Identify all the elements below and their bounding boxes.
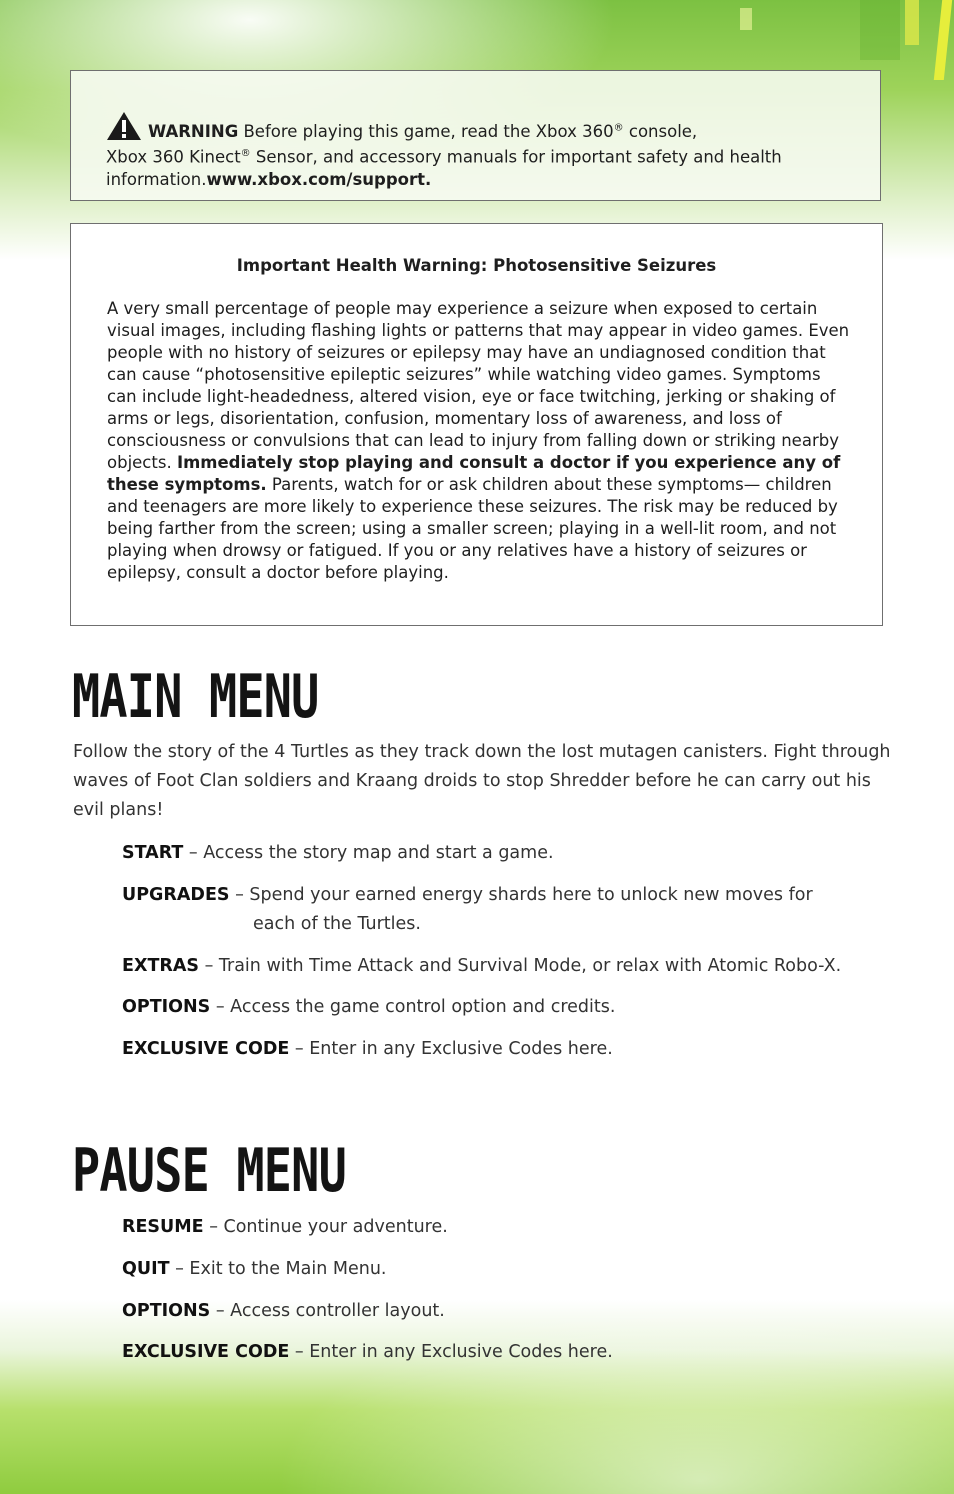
menu-item-desc: – Exit to the Main Menu. <box>169 1259 387 1279</box>
health-body-text: Parents, watch for or ask children about these symptoms— children and teenagers are more likely to experience these seizures. The risk may be reduced by being farther from the screen; using a smaller screen; playing in a well-lit room, and not playing when drowsy or fatigued. If you or any relatives have a history of seizures or epilepsy, consult a doctor before playing. <box>107 475 838 582</box>
menu-item-extras <box>122 952 882 981</box>
menu-item-quit <box>122 1255 882 1284</box>
menu-item-desc: – Access the story map and start a game. <box>183 843 554 863</box>
registered-mark: ® <box>240 148 251 159</box>
warning-text-4: Sensor, and accessory manuals for important safety and health information. <box>106 147 782 189</box>
warning-box <box>70 70 881 201</box>
registered-mark: ® <box>613 122 624 134</box>
support-url-link[interactable]: www.xbox.com/support. <box>206 169 432 189</box>
health-body-emphasis: Immediately stop playing and consult a doctor if you experience any of these symptoms. <box>107 453 841 494</box>
warning-text-3: Xbox 360 Kinect <box>106 147 241 167</box>
menu-item-desc: – Access controller layout. <box>210 1301 445 1321</box>
menu-item-key: EXTRAS <box>122 956 200 976</box>
warning-text-2: console, <box>628 122 698 141</box>
menu-item-desc: – Spend your earned energy shards here to unlock new moves for <box>229 885 813 905</box>
menu-item-key: EXCLUSIVE CODE <box>122 1342 290 1362</box>
warning-triangle-icon <box>106 111 142 141</box>
menu-item-key: START <box>122 843 184 863</box>
main-menu-heading: MAIN MENU <box>72 662 319 732</box>
warning-text-1: Before playing this game, read the Xbox 360 <box>243 122 614 141</box>
pause-menu-heading: PAUSE MENU <box>72 1136 346 1206</box>
health-warning-box <box>70 223 883 626</box>
menu-item-start <box>122 839 882 868</box>
menu-item-key: OPTIONS <box>122 1301 211 1321</box>
health-warning-title: Important Health Warning: Photosensitive Seizures <box>236 256 717 275</box>
warning-text <box>106 111 846 191</box>
menu-item-exclusive-code <box>122 1338 882 1367</box>
menu-item-desc: – Train with Time Attack and Survival Mode, or relax with Atomic Robo-X. <box>199 956 842 976</box>
menu-item-key: QUIT <box>122 1259 170 1279</box>
menu-item-desc: – Access the game control option and credits. <box>210 997 616 1017</box>
menu-item-key: EXCLUSIVE CODE <box>122 1039 290 1059</box>
health-body-text: A very small percentage of people may experience a seizure when exposed to certain visual images, including flashing lights or patterns that may appear in video games. Even people with no history of seizures or epilepsy may have an undiagnosed condition that can cause “photosensitive epileptic seizures” while watching video games. Symptoms can include light-headedness, altered vision, eye or face twitching, jerking or shaking of arms or legs, disorientation, confusion, momentary loss of awareness, and loss of consciousness or convulsions that can lead to injury from falling down or striking nearby objects. <box>107 299 850 472</box>
menu-item-desc: – Enter in any Exclusive Codes here. <box>289 1342 613 1362</box>
main-menu-intro: Follow the story of the 4 Turtles as they track down the lost mutagen canisters. Fight through waves of Foot Clan soldiers and Kraang droids to stop Shredder before he can carry out his evil plans! <box>73 742 891 820</box>
warning-label: WARNING <box>148 122 239 141</box>
menu-item-options <box>122 1297 882 1326</box>
menu-item-desc: – Continue your adventure. <box>203 1217 448 1237</box>
health-warning-body <box>107 298 852 584</box>
menu-item-desc: – Enter in any Exclusive Codes here. <box>289 1039 613 1059</box>
menu-item-resume <box>122 1213 882 1242</box>
menu-item-key: OPTIONS <box>122 997 211 1017</box>
menu-item-options <box>122 993 882 1022</box>
menu-item-key: RESUME <box>122 1217 204 1237</box>
menu-item-upgrades <box>122 881 882 939</box>
menu-item-exclusive-code <box>122 1035 882 1064</box>
menu-item-key: UPGRADES <box>122 885 230 905</box>
menu-item-desc-continued: each of the Turtles. <box>253 914 421 934</box>
